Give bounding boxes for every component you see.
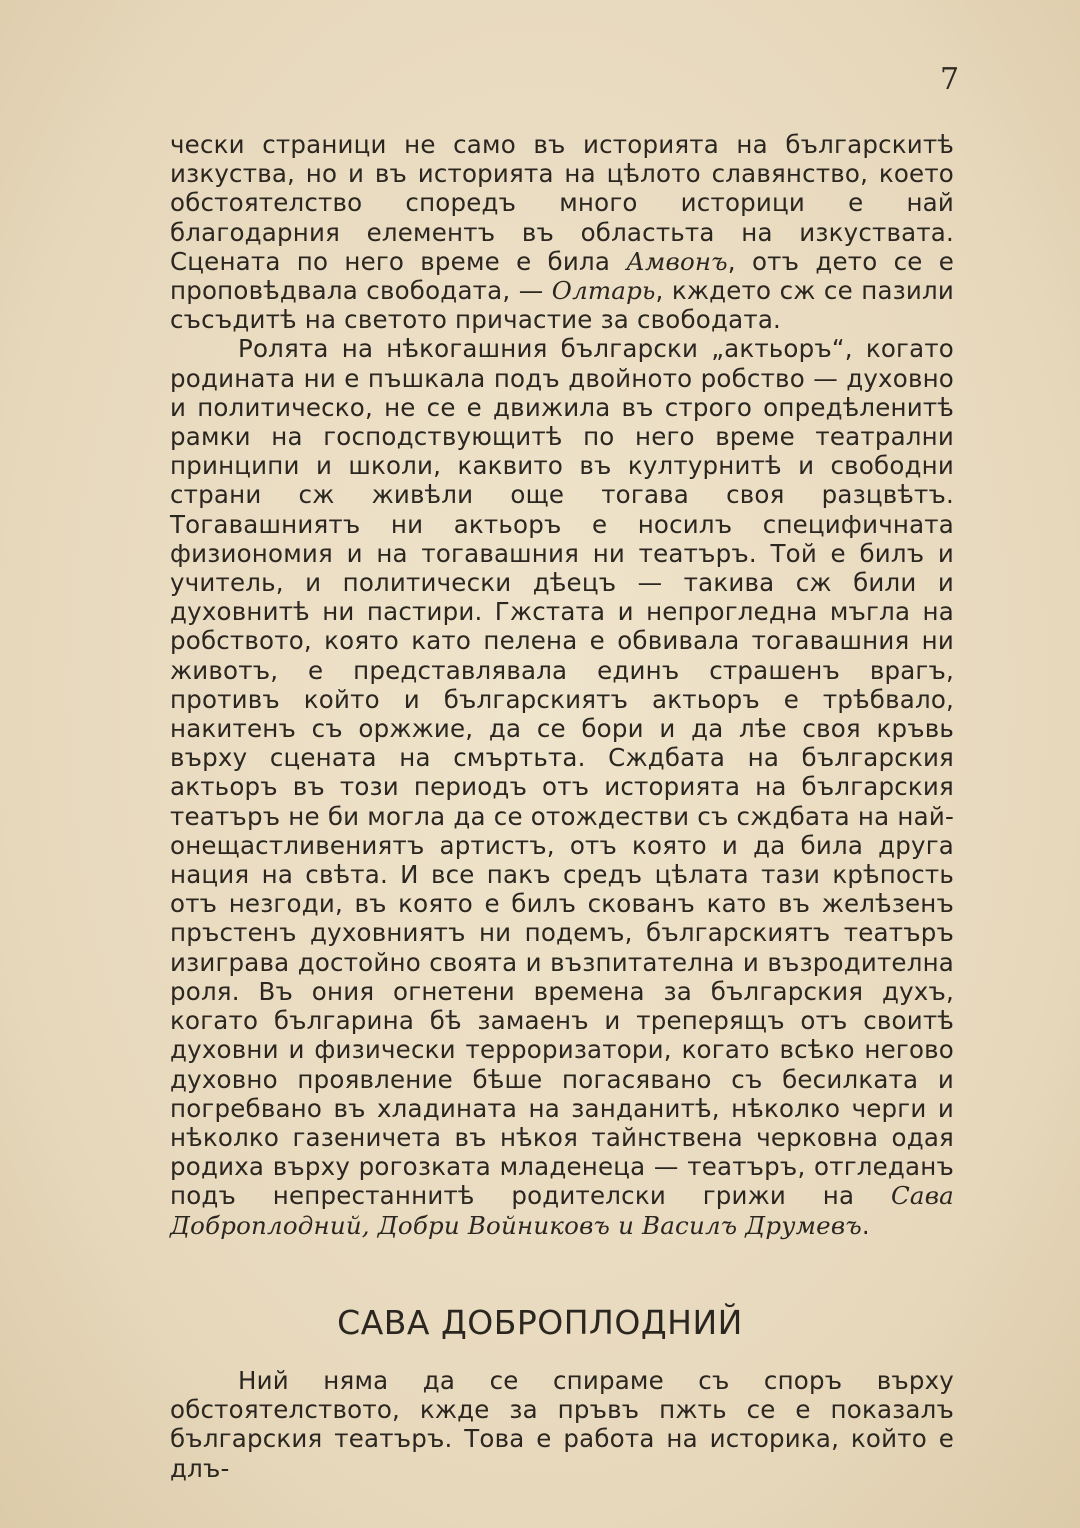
- paragraph-1: [170, 130, 954, 334]
- paragraph-3-text: Ний няма да се спираме съ споръ върху обстоятелството, кжде за пръвъ пжть се е показалъ българския театъръ. Това е работа на историка, който е длъ-: [170, 1366, 954, 1483]
- italic-term-oltar: Олтарь: [551, 276, 656, 306]
- paragraph-2-text: Ролята на нѣкогашния български „актьоръ“, когато родината ни е пъшкала подъ двойното робство — духовно и политическо, не се е движила въ строго опредѣленитѣ рамки на господствующитѣ по него време театрални принципи и школи, каквито въ културнитѣ и свободни страни сж живѣли още тогава своя разцвѣтъ. Тогавашниятъ ни актьоръ е носилъ специфичната физиономия и на тогавашния ни театъръ. Той е билъ и учитель, и политически дѣецъ — такива сж били и духовнитѣ ни пастири. Гжстата и непрогледна мъгла на робството, която като пелена е обвивала тогавашния ни животъ, е представлявала единъ страшенъ врагъ, противъ който и българскиятъ актьоръ е трѣбвало, накитенъ съ оржжие, да се бори и да лѣе своя кръвь върху сцената на смъртьта. Сждбата на българския актьоръ въ този периодъ отъ историята на българския театъръ не би могла да се отождестви съ сждбата на най-онещастливениятъ артистъ, отъ която и да била друга нация на свѣта. И все пакъ средъ цѣлата тази крѣпость отъ незгоди, въ която е билъ скованъ като въ желѣзенъ пръстенъ духовниятъ ни подемъ, българскиятъ театъръ изиграва достойно своята и възпитателна и възродителна роля. Въ ония огнетени времена за българския духъ, когато българина бѣ замаенъ и треперящъ отъ своитѣ духовни и физически терроризатори, когато всѣко негово духовно проявление бѣше погасявано съ бесилката и погребвано въ хладината на занданитѣ, нѣколко черги и нѣколко газеничета въ нѣкоя тайнствена черковна одая родиха върху рогозката младенеца — театъръ, отгледанъ подъ непрестаннитѣ родителски грижи на: [170, 334, 954, 1211]
- paragraph-1-text: чески страници не само въ историята на българскитѣ изкуства, но и въ историята на цѣлото славянство, което обстоятелство споредъ много историци е най благодарния елементъ въ областьта на изкуствата. Сцената по него време е била: [170, 130, 954, 276]
- italic-term-amvon: Амвонъ: [626, 246, 728, 276]
- page-number: 7: [940, 62, 960, 97]
- paragraph-1-text-2: , отъ дето се е проповѣдвала свободата, —: [170, 246, 954, 306]
- paragraph-2-text-2: .: [861, 1210, 870, 1240]
- paragraph-3: [170, 1366, 954, 1483]
- italic-names: Сава Доброплодний, Добри Войниковъ и Василъ Друмевъ: [170, 1181, 954, 1240]
- body-text: [170, 130, 954, 1240]
- paragraph-1-text-3: , кждето сж се пазили съсъдитѣ на светото причастие за свободата.: [170, 276, 954, 335]
- body-text-2: [170, 1366, 954, 1483]
- paragraph-2: [170, 334, 954, 1239]
- section-title: САВА ДОБРОПЛОДНИЙ: [337, 1303, 743, 1342]
